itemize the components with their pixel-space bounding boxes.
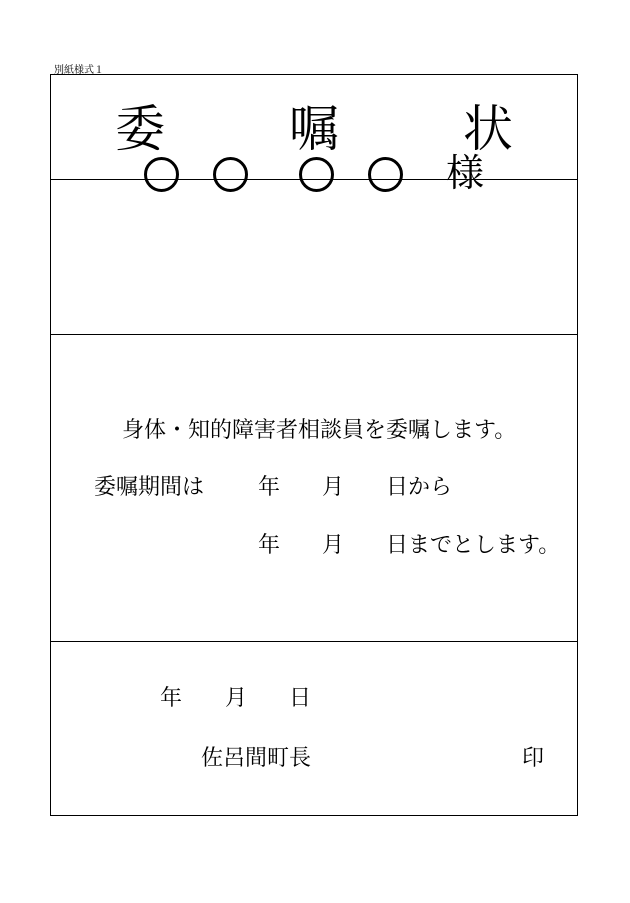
issue-day-label: 日	[289, 686, 312, 711]
issuer-title: 佐呂間町長	[201, 746, 312, 771]
start-month-label: 月	[322, 475, 345, 500]
end-month-label: 月	[322, 533, 345, 558]
name-placeholder-circle	[144, 157, 179, 192]
appointment-statement: 身体・知的障害者相談員を委嘱します。	[122, 418, 517, 443]
issue-year-label: 年	[160, 686, 183, 711]
end-year-label: 年	[258, 533, 281, 558]
period-label: 委嘱期間は	[94, 475, 205, 500]
name-placeholder-circle	[299, 157, 334, 192]
start-year-label: 年	[258, 475, 281, 500]
certificate-title: 委 嘱 状	[115, 100, 567, 158]
name-placeholder-circle	[368, 157, 403, 192]
recipient-name-row	[50, 151, 576, 217]
issue-month-label: 月	[225, 686, 248, 711]
signature-section	[51, 642, 577, 815]
start-day-label: 日から	[386, 475, 453, 500]
form-number-label: 別紙様式１	[54, 65, 104, 76]
end-day-label: 日までとします。	[386, 533, 561, 558]
seal-mark: 印	[522, 746, 545, 771]
honorific-sama: 様	[446, 151, 485, 195]
name-placeholder-circle	[213, 157, 248, 192]
